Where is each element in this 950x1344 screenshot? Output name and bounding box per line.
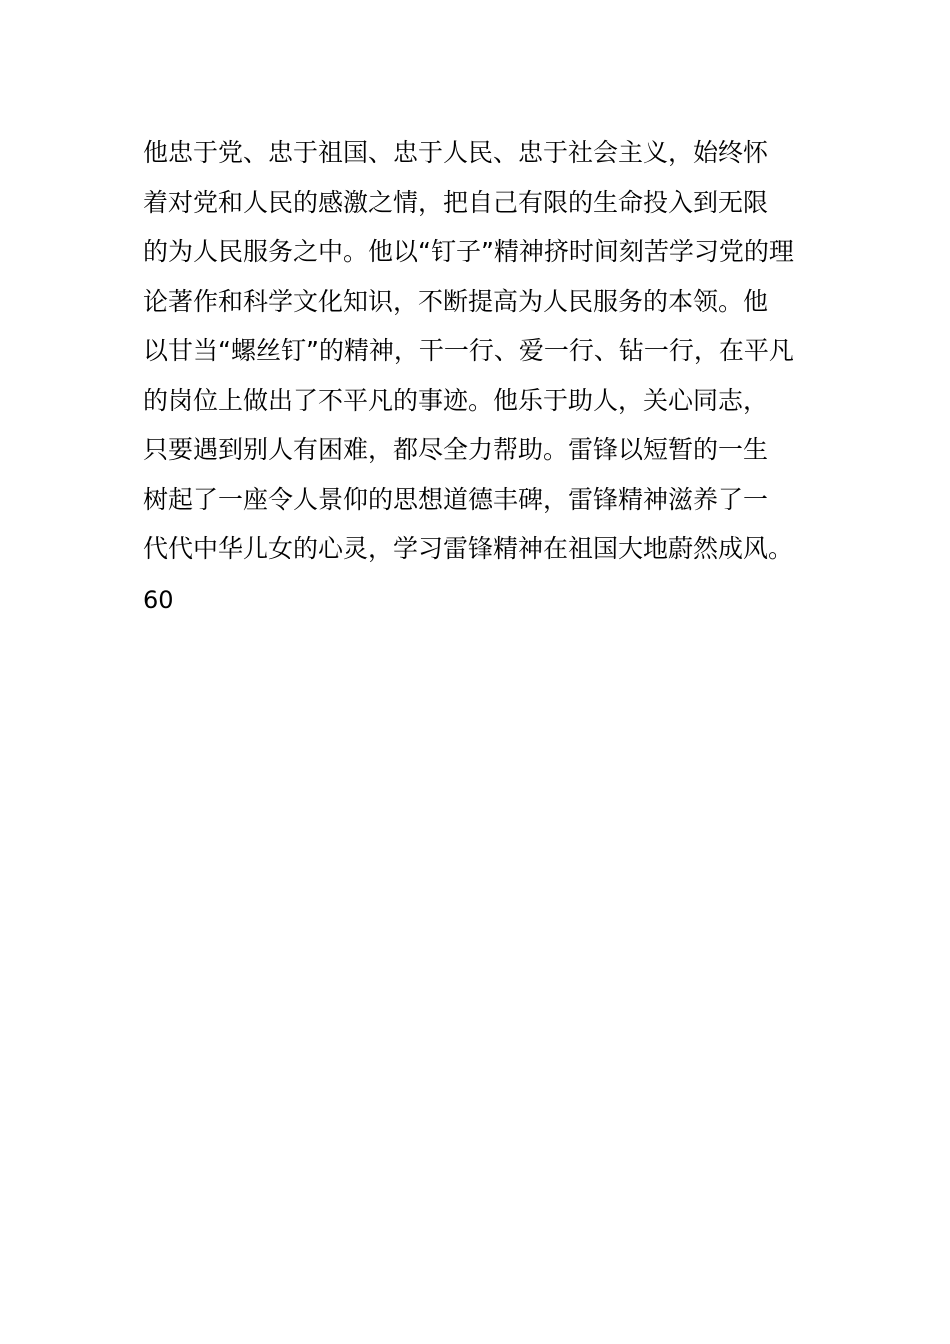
text-line: 论著作和科学文化知识，不断提高为人民服务的本领。他: [143, 286, 769, 316]
text-line: 树起了一座令人景仰的思想道德丰碑，雷锋精神滋养了一: [143, 484, 769, 514]
text-line: 的为人民服务之中。他以“钉子”精神挤时间刻苦学习党的理: [143, 237, 794, 266]
text-line: 着对党和人民的感激之情，把自己有限的生命投入到无限: [143, 187, 769, 217]
page-number: 60: [143, 586, 174, 614]
body-paragraph: [143, 128, 815, 574]
text-line: 代代中华儿女的心灵，学习雷锋精神在祖国大地蔚然成风。: [143, 534, 794, 563]
text-line: 以甘当“螺丝钉”的精神，干一行、爱一行、钻一行，在平凡: [143, 336, 794, 365]
text-line: 只要遇到别人有困难，都尽全力帮助。雷锋以短暂的一生: [143, 435, 769, 464]
text-line: 他忠于党、忠于祖国、忠于人民、忠于社会主义，始终怀: [143, 138, 769, 167]
text-line: 的岗位上做出了不平凡的事迹。他乐于助人，关心同志，: [143, 385, 769, 415]
